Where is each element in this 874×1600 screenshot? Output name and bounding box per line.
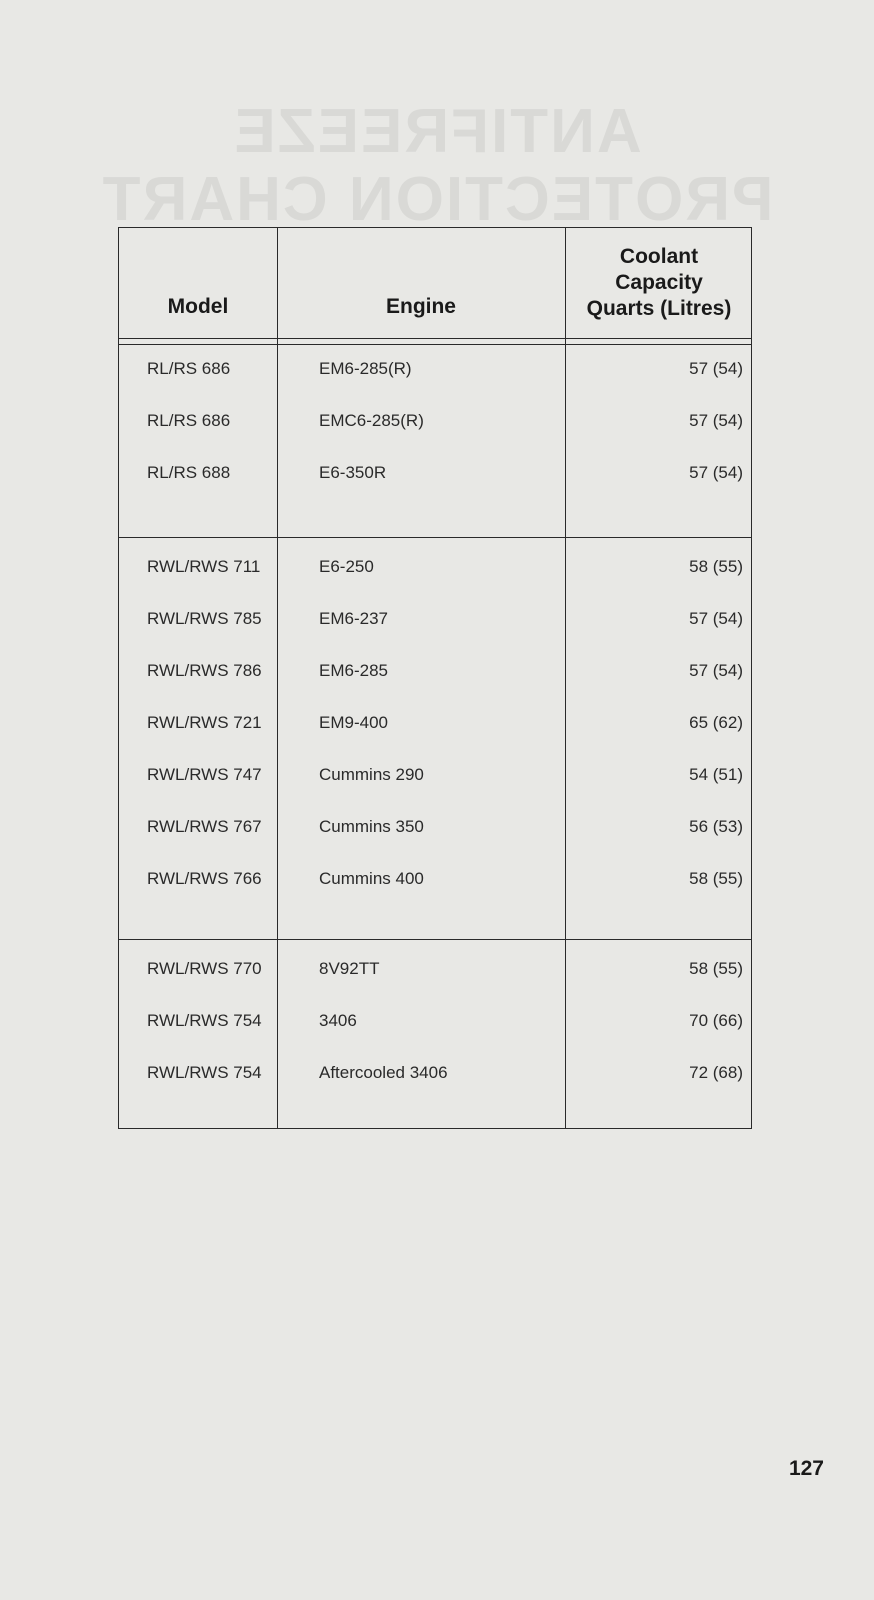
model-cell: RL/RS 686 [147,411,231,430]
model-cell: RWL/RWS 767 [147,817,262,836]
model-cell: RWL/RWS 747 [147,765,262,784]
group-divider [119,537,751,538]
capacity-cell: 72 (68) [689,1063,743,1082]
bleed-through-title-line1: ANTIFREEZE [232,97,642,166]
model-cell: RWL/RWS 785 [147,609,262,628]
header-coolant-line2: Capacity [615,271,703,294]
engine-cell: 8V92TT [319,959,380,978]
model-cell: RL/RS 686 [147,359,231,378]
engine-cell: E6-350R [319,463,387,482]
engine-cell: EMC6-285(R) [319,411,424,430]
engine-cell: Aftercooled 3406 [319,1063,448,1082]
model-cell: RWL/RWS 721 [147,713,262,732]
header-divider [119,338,751,345]
capacity-cell: 58 (55) [689,557,743,576]
header-coolant-capacity [565,244,753,322]
model-cell: RWL/RWS 711 [147,557,261,576]
column-divider [277,228,278,1128]
engine-cell: Cummins 400 [319,869,424,888]
capacity-cell: 70 (66) [689,1011,743,1030]
group-divider [119,939,751,940]
capacity-cell: 57 (54) [689,661,743,680]
capacity-cell: 57 (54) [689,463,743,482]
engine-cell: 3406 [319,1011,357,1030]
capacity-cell: 57 (54) [689,359,743,378]
header-model: Model [167,295,229,318]
coolant-capacity-table [118,227,752,1129]
engine-cell: EM6-285 [319,661,388,680]
capacity-cell: 57 (54) [689,411,743,430]
bleed-through-title [0,98,874,234]
engine-cell: Cummins 350 [319,817,424,836]
capacity-cell: 65 (62) [689,713,743,732]
header-coolant-line3: Quarts (Litres) [586,297,732,320]
header-coolant-line1: Coolant [619,245,699,268]
capacity-cell: 58 (55) [689,869,743,888]
bleed-through-title-line2: PROTECTION CHART [100,165,774,234]
model-cell: RL/RS 688 [147,463,231,482]
engine-cell: Cummins 290 [319,765,424,784]
engine-cell: EM6-285(R) [319,359,412,378]
model-cell: RWL/RWS 770 [147,959,262,978]
model-cell: RWL/RWS 766 [147,869,262,888]
header-engine: Engine [385,295,456,318]
model-cell: RWL/RWS 786 [147,661,262,680]
engine-cell: E6-250 [319,557,374,576]
capacity-cell: 56 (53) [689,817,743,836]
capacity-cell: 54 (51) [689,765,743,784]
capacity-cell: 57 (54) [689,609,743,628]
engine-cell: EM6-237 [319,609,388,628]
model-cell: RWL/RWS 754 [147,1011,262,1030]
engine-cell: EM9-400 [319,713,388,732]
page-number: 127 [788,1457,824,1480]
model-cell: RWL/RWS 754 [147,1063,262,1082]
capacity-cell: 58 (55) [689,959,743,978]
